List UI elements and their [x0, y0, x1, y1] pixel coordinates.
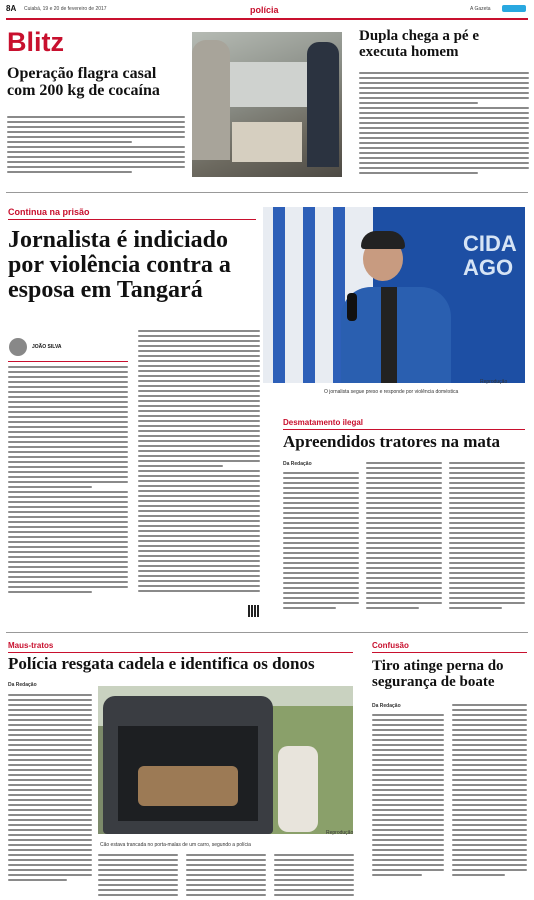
- tratores-col-3: [449, 462, 525, 612]
- author-avatar: [9, 338, 27, 356]
- tiro-headline: Tiro atinge perna do segurança de boate: [372, 658, 504, 690]
- cadela-byline: Da Redação: [8, 682, 37, 688]
- dupla-headline: Dupla chega a pé e executa homem: [359, 28, 479, 60]
- jornalista-col-1: [8, 366, 128, 596]
- cadela-col-4: [274, 854, 354, 899]
- tiro-kicker-rule: [372, 652, 527, 653]
- photo-signage: CIDA AGO: [463, 231, 516, 281]
- section-label: polícia: [250, 5, 279, 15]
- tratores-byline: Da Redação: [283, 461, 312, 467]
- tratores-col-2: [366, 462, 442, 612]
- cadela-photo-credit: Reprodução: [326, 830, 354, 836]
- divider-1: [6, 192, 528, 193]
- tiro-kicker: Confusão: [372, 641, 409, 650]
- dupla-body-text: [359, 72, 529, 177]
- cadela-headline: Polícia resgata cadela e identifica os donos: [8, 654, 315, 673]
- blitz-photo: [192, 32, 342, 177]
- jornalista-photo-credit: Reprodução: [480, 379, 508, 385]
- tratores-kicker-rule: [283, 429, 525, 430]
- divider-2: [6, 632, 528, 633]
- tiro-byline: Da Redação: [372, 703, 401, 709]
- paper-name: A Gazeta: [470, 6, 491, 12]
- qr-code-icon: [248, 605, 260, 617]
- cadela-photo: [98, 686, 353, 834]
- blitz-headline: Operação flagra casal com 200 kg de cocaína: [7, 65, 160, 99]
- cadela-col-3: [186, 854, 266, 899]
- page-header: [0, 0, 534, 20]
- tratores-headline: Apreendidos tratores na mata: [283, 432, 501, 451]
- cadela-col-1: [8, 694, 92, 884]
- header-rule: [6, 18, 528, 20]
- jornalista-col-2: [138, 330, 260, 595]
- tiro-col-1: [372, 714, 444, 879]
- tratores-col-1: [283, 472, 359, 612]
- social-icons: [502, 5, 526, 12]
- page-number: 8A: [6, 4, 17, 13]
- jornalista-kicker: Continua na prisão: [8, 207, 90, 217]
- tiro-col-2: [452, 704, 527, 879]
- blitz-body-text: [7, 116, 185, 176]
- blitz-label: Blitz: [7, 27, 64, 57]
- jornalista-photo: [263, 207, 525, 383]
- tratores-kicker: Desmatamento ilegal: [283, 418, 364, 427]
- jornalista-headline: Jornalista é indiciado por violência contra a esposa em Tangará: [8, 227, 231, 304]
- jornalista-photo-caption: O jornalista segue preso e responde por violência doméstica: [324, 389, 459, 395]
- author-name: JOÃO SILVA: [32, 344, 62, 350]
- page-date: Cuiabá, 19 e 20 de fevereiro de 2017: [24, 6, 107, 12]
- cadela-photo-caption: Cão estava trancada no porta-malas de um carro, segundo a polícia: [100, 842, 251, 848]
- jornalista-kicker-rule: [8, 219, 256, 220]
- cadela-col-2: [98, 854, 178, 899]
- cadela-kicker: Maus-tratos: [8, 641, 54, 650]
- cadela-kicker-rule: [8, 652, 353, 653]
- author-rule: [8, 361, 128, 362]
